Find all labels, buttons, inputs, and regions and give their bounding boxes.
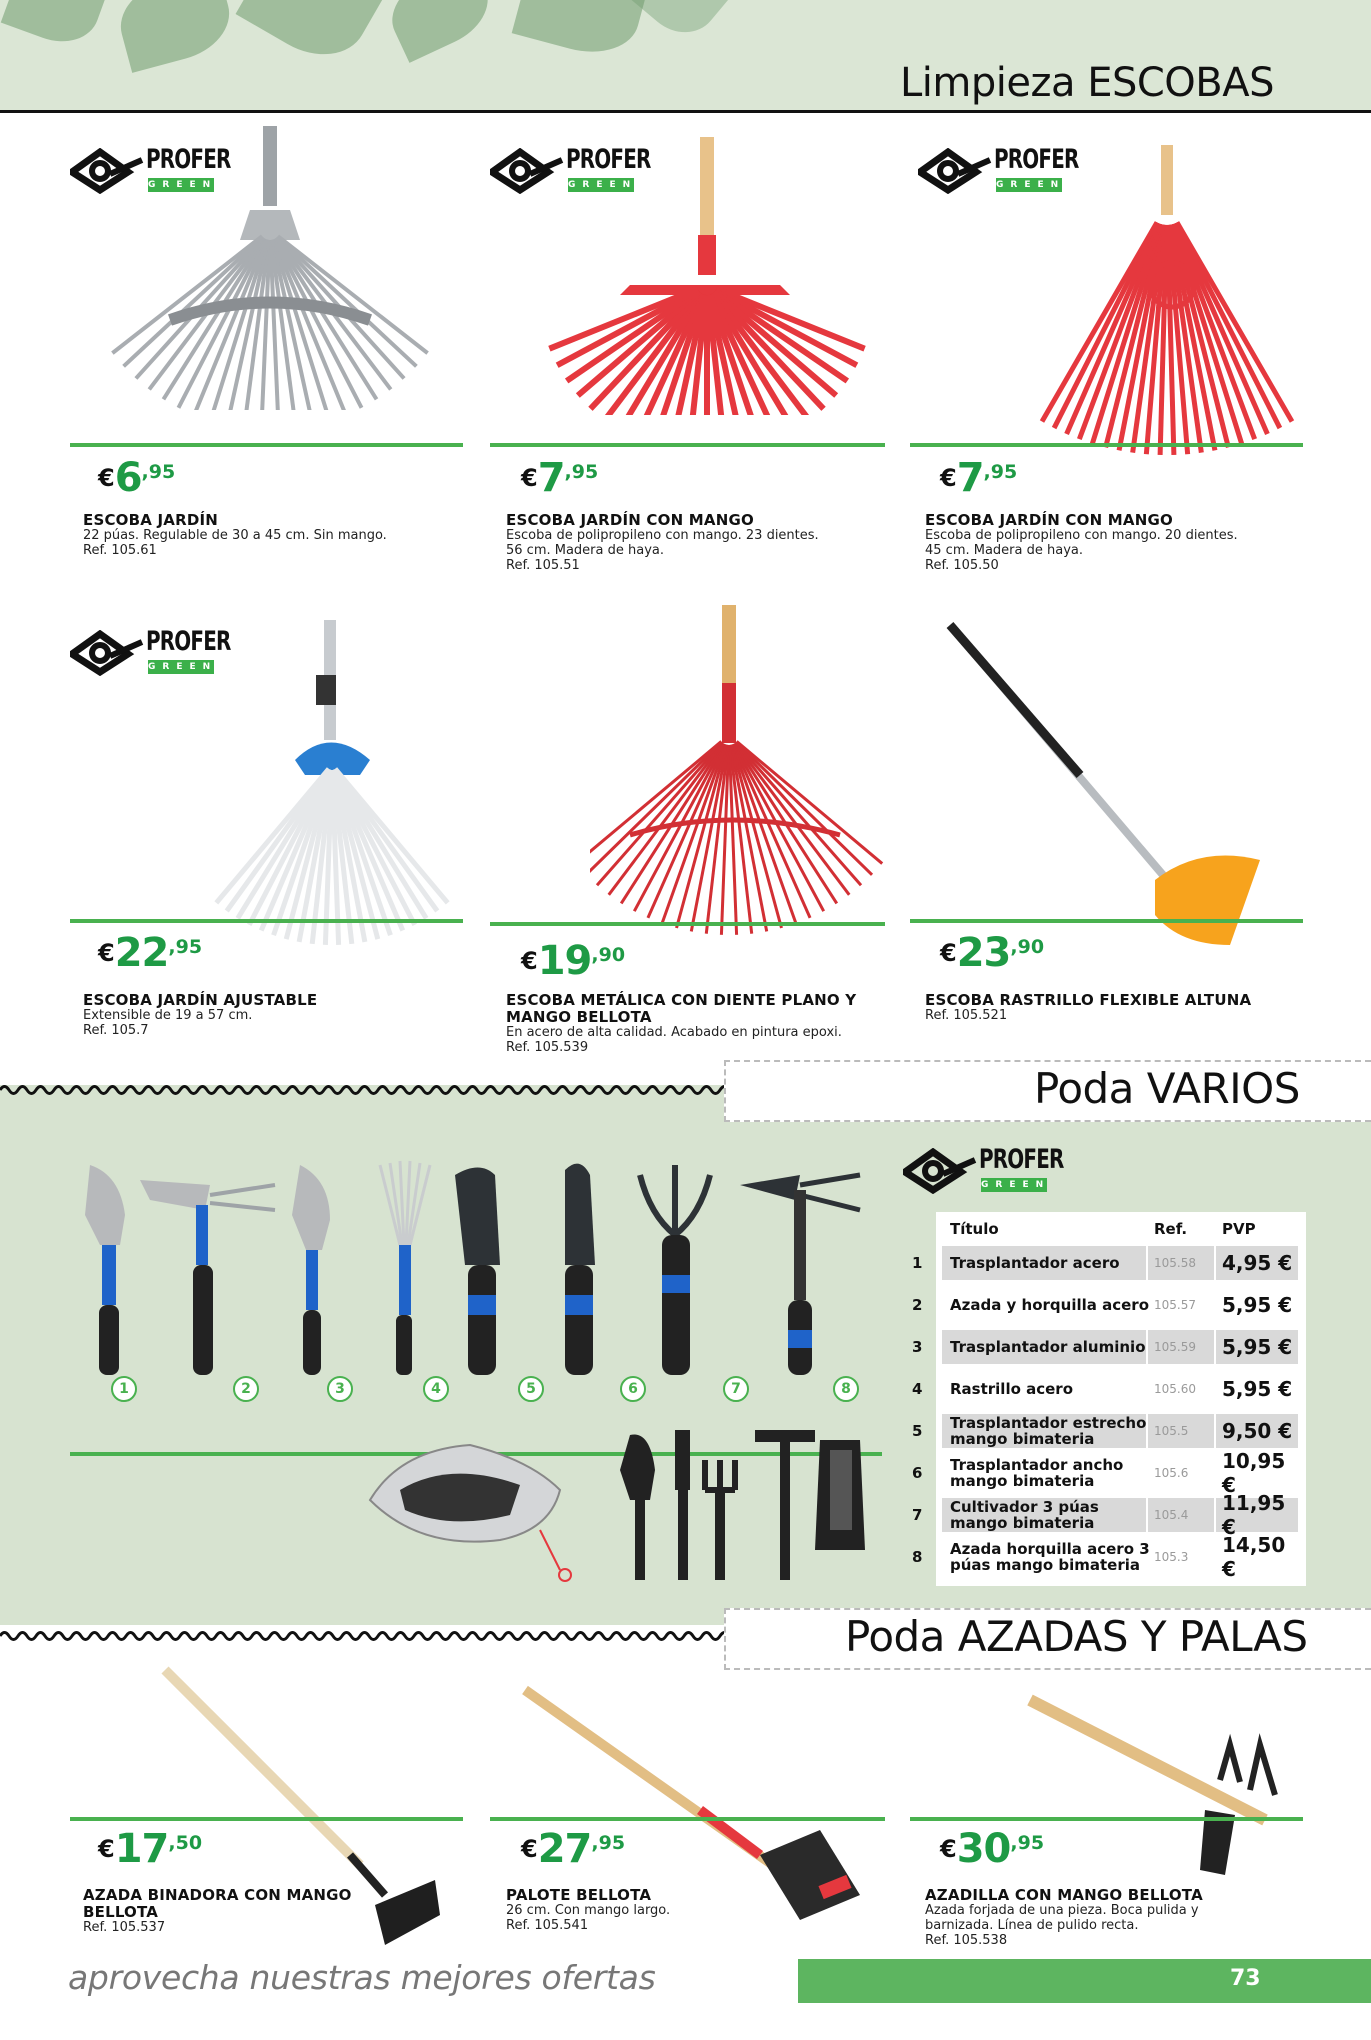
currency-symbol: € bbox=[521, 464, 538, 492]
brand-word: PROFER bbox=[566, 144, 651, 175]
price-integer: 7 bbox=[537, 455, 565, 501]
brand-sub: GREEN bbox=[996, 180, 1066, 190]
product-name-line2: BELLOTA bbox=[83, 1903, 159, 1921]
product-ref: Ref. 105.541 bbox=[506, 1918, 589, 1933]
row-title bbox=[950, 1414, 1150, 1448]
section-header-poda-azadas: Poda AZADAS Y PALAS bbox=[845, 1612, 1308, 1661]
row-pvp: 5,95 € bbox=[1222, 1293, 1293, 1317]
leaf-decoration bbox=[112, 0, 239, 73]
row-ref: 105.5 bbox=[1154, 1424, 1189, 1438]
row-pvp: 4,95 € bbox=[1222, 1251, 1293, 1275]
brand-sub: GREEN bbox=[981, 1180, 1051, 1190]
row-ref: 105.6 bbox=[1154, 1466, 1189, 1480]
row-number: 7 bbox=[912, 1506, 923, 1524]
leaf-decoration bbox=[1, 0, 110, 53]
tool-number-badge: 5 bbox=[518, 1376, 544, 1402]
price-tag bbox=[98, 930, 202, 976]
product-ref: Ref. 105.537 bbox=[83, 1920, 166, 1935]
section-header-poda-varios: Poda VARIOS bbox=[1034, 1064, 1300, 1113]
product-ref: Ref. 105.51 bbox=[506, 558, 580, 573]
row-title-line1: Azada horquilla acero 3 bbox=[950, 1540, 1150, 1558]
tool-number-badge: 1 bbox=[111, 1376, 137, 1402]
row-title bbox=[950, 1372, 1150, 1406]
row-ref: 105.59 bbox=[1154, 1340, 1196, 1354]
row-title bbox=[950, 1330, 1150, 1364]
currency-symbol: € bbox=[940, 1835, 957, 1863]
table-row bbox=[912, 1326, 1306, 1368]
price-cents: ,90 bbox=[1010, 936, 1045, 958]
product-divider bbox=[910, 443, 1303, 447]
row-title-line2: mango bimateria bbox=[950, 1514, 1095, 1532]
tool-number-badge: 2 bbox=[233, 1376, 259, 1402]
row-title bbox=[950, 1246, 1150, 1280]
price-cents: ,95 bbox=[983, 461, 1018, 483]
price-integer: 30 bbox=[956, 1826, 1011, 1872]
profer-green-logo bbox=[490, 142, 651, 202]
product-divider bbox=[70, 1817, 463, 1821]
row-title bbox=[950, 1498, 1150, 1532]
row-title bbox=[950, 1540, 1150, 1574]
row-ref: 105.4 bbox=[1154, 1508, 1189, 1522]
product-name: AZADILLA CON MANGO BELLOTA bbox=[925, 1886, 1203, 1904]
price-tag bbox=[98, 455, 175, 501]
product-name: ESCOBA JARDÍN bbox=[83, 511, 218, 529]
price-tag bbox=[940, 930, 1044, 976]
price-integer: 7 bbox=[956, 455, 984, 501]
currency-symbol: € bbox=[940, 464, 957, 492]
product-description: En acero de alta calidad. Acabado en pintura epoxi. bbox=[506, 1025, 842, 1040]
profer-green-logo bbox=[70, 142, 231, 202]
row-number: 3 bbox=[912, 1338, 923, 1356]
header-rule bbox=[0, 110, 1371, 113]
product-name: ESCOBA JARDÍN CON MANGO bbox=[925, 511, 1173, 529]
price-table bbox=[912, 1212, 1306, 1586]
product-name: ESCOBA RASTRILLO FLEXIBLE ALTUNA bbox=[925, 991, 1252, 1009]
product-divider bbox=[910, 1817, 1303, 1821]
footer-slogan: aprovecha nuestras mejores ofertas bbox=[68, 1958, 656, 1997]
product-ref: Ref. 105.61 bbox=[83, 543, 157, 558]
product-divider bbox=[70, 443, 463, 447]
tool-number-badge: 8 bbox=[833, 1376, 859, 1402]
product-ref: Ref. 105.50 bbox=[925, 558, 999, 573]
table-row bbox=[912, 1449, 1306, 1497]
price-cents: ,95 bbox=[168, 936, 203, 958]
price-cents: ,90 bbox=[591, 944, 626, 966]
row-pvp: 5,95 € bbox=[1222, 1377, 1293, 1401]
price-cents: ,95 bbox=[1010, 1832, 1045, 1854]
price-integer: 22 bbox=[114, 930, 169, 976]
row-title-line1: Trasplantador acero bbox=[950, 1254, 1120, 1272]
product-image-palote bbox=[520, 1680, 870, 1935]
price-cents: ,95 bbox=[564, 461, 599, 483]
tool-number-badge: 7 bbox=[723, 1376, 749, 1402]
price-tag bbox=[521, 455, 598, 501]
profer-green-logo bbox=[903, 1142, 1064, 1202]
brand-sub: GREEN bbox=[148, 662, 218, 672]
table-row bbox=[912, 1491, 1306, 1539]
leaf-decoration bbox=[512, 0, 649, 64]
row-number: 2 bbox=[912, 1296, 923, 1314]
table-row bbox=[912, 1284, 1306, 1326]
profer-logo-icon bbox=[70, 630, 144, 676]
row-title-line1: Azada y horquilla acero bbox=[950, 1296, 1149, 1314]
tools-illustration bbox=[60, 1155, 900, 1405]
row-title bbox=[950, 1288, 1150, 1322]
table-header-titulo: Título bbox=[950, 1220, 999, 1238]
row-title-line2: mango bimateria bbox=[950, 1472, 1095, 1490]
price-integer: 17 bbox=[114, 1826, 169, 1872]
product-name: PALOTE BELLOTA bbox=[506, 1886, 652, 1904]
product-name: AZADA BINADORA CON MANGO bbox=[83, 1886, 352, 1904]
price-integer: 6 bbox=[114, 455, 142, 501]
row-title bbox=[950, 1456, 1150, 1490]
table-header-ref: Ref. bbox=[1154, 1220, 1188, 1238]
price-cents: ,95 bbox=[591, 1832, 626, 1854]
table-row bbox=[912, 1410, 1306, 1452]
price-tag bbox=[940, 455, 1017, 501]
row-title-line1: Trasplantador estrecho bbox=[950, 1414, 1147, 1432]
currency-symbol: € bbox=[521, 947, 538, 975]
tool-number-badge: 3 bbox=[327, 1376, 353, 1402]
row-pvp: 9,50 € bbox=[1222, 1419, 1293, 1443]
product-ref: Ref. 105.521 bbox=[925, 1008, 1008, 1023]
table-row bbox=[912, 1242, 1306, 1284]
profer-logo-icon bbox=[490, 148, 564, 194]
row-ref: 105.3 bbox=[1154, 1550, 1189, 1564]
product-name-line2: MANGO BELLOTA bbox=[506, 1008, 652, 1026]
row-title-line2: púas mango bimateria bbox=[950, 1556, 1141, 1574]
row-number: 6 bbox=[912, 1464, 923, 1482]
wave-divider bbox=[0, 1082, 730, 1098]
price-tag bbox=[521, 938, 625, 984]
leaf-decoration bbox=[236, 0, 385, 74]
brand-word: PROFER bbox=[146, 144, 231, 175]
wave-divider bbox=[0, 1628, 730, 1644]
row-title-line1: Rastrillo acero bbox=[950, 1380, 1074, 1398]
product-image-escoba-ajustable bbox=[200, 615, 460, 945]
product-divider bbox=[490, 1817, 885, 1821]
product-image-azada-binadora bbox=[160, 1665, 440, 1950]
product-description: Extensible de 19 a 57 cm. bbox=[83, 1008, 253, 1023]
profer-logo-icon bbox=[70, 148, 144, 194]
product-description: 56 cm. Madera de haya. bbox=[506, 543, 665, 558]
currency-symbol: € bbox=[98, 464, 115, 492]
product-divider bbox=[70, 919, 463, 923]
brand-word: PROFER bbox=[979, 1144, 1064, 1175]
price-integer: 23 bbox=[956, 930, 1011, 976]
section-header-limpieza: Limpieza ESCOBAS bbox=[900, 60, 1274, 106]
row-title-line2: mango bimateria bbox=[950, 1430, 1095, 1448]
tool-number-badge: 6 bbox=[620, 1376, 646, 1402]
row-pvp: 11,95 € bbox=[1222, 1491, 1286, 1539]
row-title-line1: Cultivador 3 púas bbox=[950, 1498, 1099, 1516]
profer-logo-icon bbox=[918, 148, 992, 194]
product-description: 22 púas. Regulable de 30 a 45 cm. Sin mango. bbox=[83, 528, 387, 543]
profer-green-logo bbox=[918, 142, 1079, 202]
product-ref: Ref. 105.538 bbox=[925, 1933, 1008, 1948]
product-divider bbox=[910, 919, 1303, 923]
row-ref: 105.57 bbox=[1154, 1298, 1196, 1312]
product-image-escoba-metalica-bellota bbox=[590, 605, 890, 945]
product-divider bbox=[490, 443, 885, 447]
currency-symbol: € bbox=[98, 939, 115, 967]
product-divider bbox=[490, 922, 885, 926]
product-name: ESCOBA METÁLICA CON DIENTE PLANO Y bbox=[506, 991, 857, 1009]
row-ref: 105.60 bbox=[1154, 1382, 1196, 1396]
leaf-decoration bbox=[380, 0, 500, 63]
price-cents: ,50 bbox=[168, 1832, 203, 1854]
tool-number-badge: 4 bbox=[423, 1376, 449, 1402]
row-pvp: 14,50 € bbox=[1222, 1533, 1286, 1581]
row-ref: 105.58 bbox=[1154, 1256, 1196, 1270]
product-name: ESCOBA JARDÍN AJUSTABLE bbox=[83, 991, 318, 1009]
row-number: 5 bbox=[912, 1422, 923, 1440]
row-pvp: 10,95 € bbox=[1222, 1449, 1286, 1497]
product-description: 26 cm. Con mango largo. bbox=[506, 1903, 671, 1918]
brand-word: PROFER bbox=[146, 626, 231, 657]
brand-sub: GREEN bbox=[568, 180, 638, 190]
row-pvp: 5,95 € bbox=[1222, 1335, 1293, 1359]
product-image-escoba-roja-20 bbox=[1030, 145, 1310, 465]
product-description: barnizada. Línea de pulido recta. bbox=[925, 1918, 1139, 1933]
brand-sub: GREEN bbox=[148, 180, 218, 190]
price-integer: 27 bbox=[537, 1826, 592, 1872]
product-description: Escoba de polipropileno con mango. 23 dientes. bbox=[506, 528, 819, 543]
table-row bbox=[912, 1533, 1306, 1581]
row-title-line1: Trasplantador ancho bbox=[950, 1456, 1124, 1474]
currency-symbol: € bbox=[98, 1835, 115, 1863]
page-number: 73 bbox=[1230, 1966, 1261, 1991]
profer-logo-icon bbox=[903, 1148, 977, 1194]
row-number: 8 bbox=[912, 1548, 923, 1566]
product-description: Azada forjada de una pieza. Boca pulida y bbox=[925, 1903, 1199, 1918]
page-number-bar bbox=[798, 1959, 1371, 2003]
product-image-set-herramientas bbox=[360, 1430, 880, 1590]
brand-word: PROFER bbox=[994, 144, 1079, 175]
product-ref: Ref. 105.539 bbox=[506, 1040, 589, 1055]
profer-green-logo bbox=[70, 624, 231, 684]
leaf-decoration bbox=[627, 0, 733, 48]
row-number: 1 bbox=[912, 1254, 923, 1272]
product-ref: Ref. 105.7 bbox=[83, 1023, 149, 1038]
product-name: ESCOBA JARDÍN CON MANGO bbox=[506, 511, 754, 529]
table-header-pvp: PVP bbox=[1222, 1220, 1256, 1238]
row-title-line1: Trasplantador aluminio bbox=[950, 1338, 1146, 1356]
currency-symbol: € bbox=[940, 939, 957, 967]
row-number: 4 bbox=[912, 1380, 923, 1398]
product-description: Escoba de polipropileno con mango. 20 dientes. bbox=[925, 528, 1238, 543]
product-description: 45 cm. Madera de haya. bbox=[925, 543, 1084, 558]
table-row bbox=[912, 1368, 1306, 1410]
price-cents: ,95 bbox=[141, 461, 176, 483]
product-image-azadilla bbox=[1025, 1690, 1295, 1880]
currency-symbol: € bbox=[521, 1835, 538, 1863]
price-integer: 19 bbox=[537, 938, 592, 984]
